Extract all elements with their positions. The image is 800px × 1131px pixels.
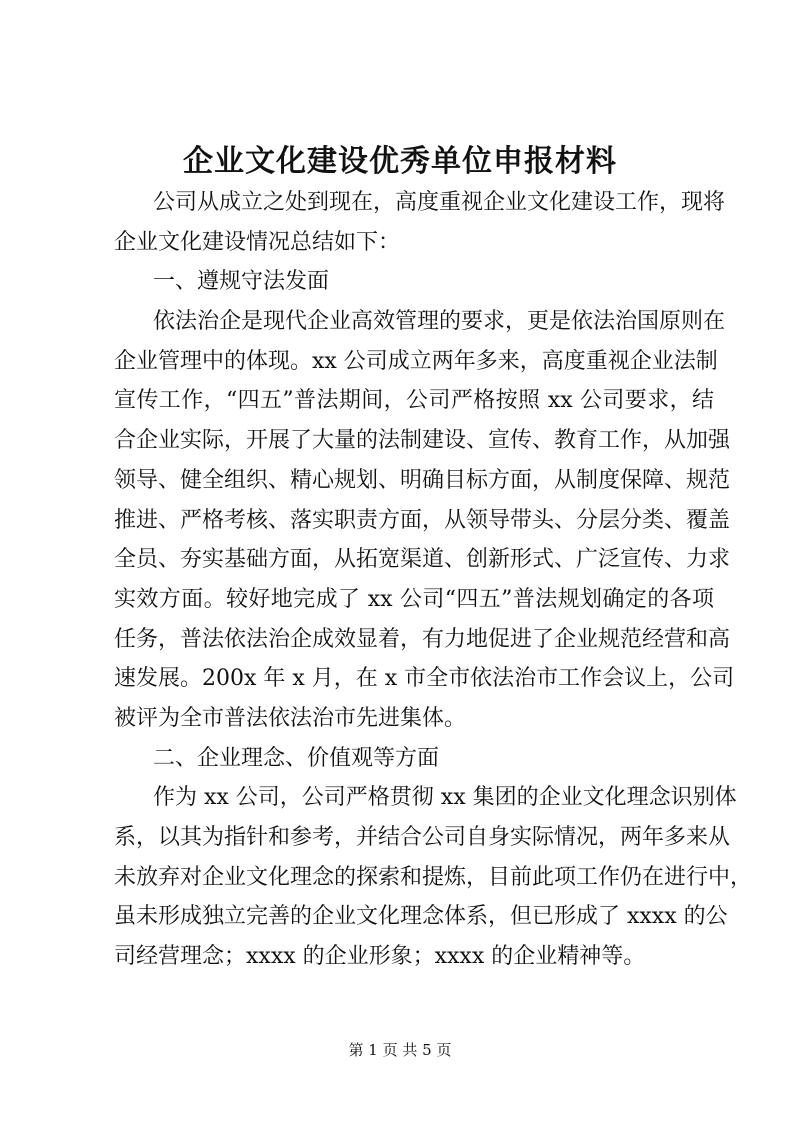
paragraph-line: 依法治企是现代企业高效管理的要求，更是依法治国原则在 [153,309,726,335]
paragraph-line: 企业管理中的体现。xx 公司成立两年多来，高度重视企业法制 [114,348,718,374]
section-heading: 二、企业理念、价值观等方面 [153,745,440,771]
paragraph-line: 合企业实际，开展了大量的法制建设、宣传、教育工作，从加强 [114,428,731,454]
paragraph-line: 速发展。200x 年 x 月，在 x 市全市依法治市工作会议上，公司 [114,666,735,692]
section-heading: 一、遵规守法发面 [153,269,330,295]
paragraph-line: 全员、夯实基础方面，从拓宽渠道、创新形式、广泛宣传、力求 [114,547,731,573]
paragraph-line: 作为 xx 公司，公司严格贯彻 xx 集团的企业文化理念识别体 [153,785,737,811]
paragraph-line: 系，以其为指针和参考，并结合公司自身实际情况，两年多来从 [114,825,731,850]
page-footer: 第 1 页 共 5 页 [348,1041,452,1059]
paragraph-line: 推进、严格考核、落实职责方面，从领导带头、分层分类、覆盖 [114,507,731,533]
paragraph-line: 公司从成立之处到现在，高度重视企业文化建设工作，现将 [153,190,726,215]
paragraph-line: 司经营理念；xxxx 的企业形象；xxxx 的企业精神等。 [114,944,646,970]
paragraph-line: 宣传工作，“四五”普法期间，公司严格按照 xx 公司要求，结 [114,388,714,414]
paragraph-line: 任务，普法依法治企成效显着，有力地促进了企业规范经营和高 [114,626,731,652]
document-body [114,183,753,977]
paragraph-line: 被评为全市普法依法治市先进集体。 [114,705,467,731]
paragraph-line: 虽未形成独立完善的企业文化理念体系，但已形成了 xxxx 的公 [114,904,728,930]
paragraph-line: 领导、健全组织、精心规划、明确目标方面，从制度保障、规范 [114,467,731,493]
document-title: 企业文化建设优秀单位申报材料 [183,144,617,179]
paragraph-line: 未放弃对企业文化理念的探索和提炼，目前此项工作仍在进行中， [114,864,753,890]
paragraph-line: 实效方面。较好地完成了 xx 公司“四五”普法规划确定的各项 [114,586,714,612]
paragraph-line: 企业文化建设情况总结如下： [114,229,401,255]
